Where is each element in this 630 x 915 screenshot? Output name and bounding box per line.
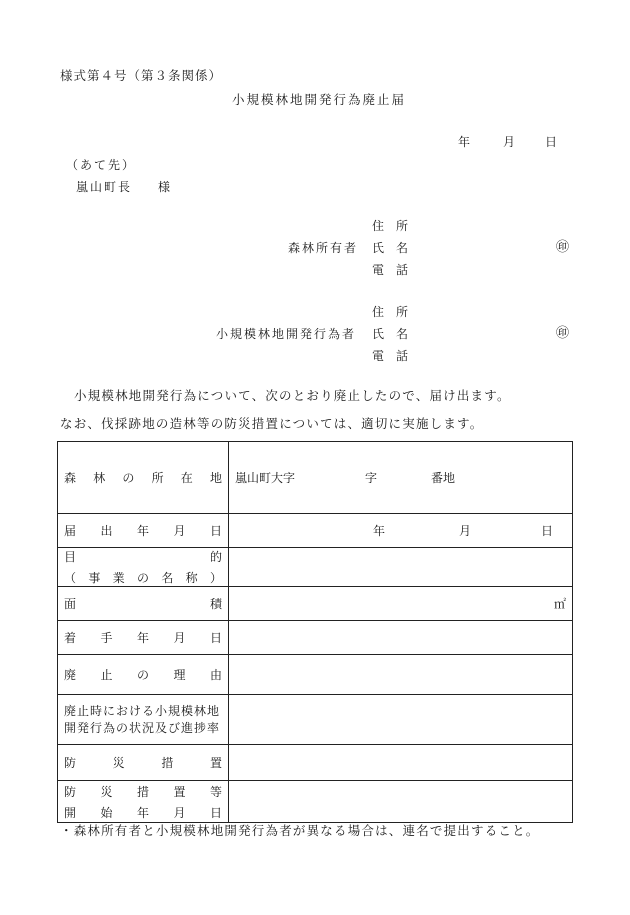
row-status [58,695,573,745]
disaster-measures-field[interactable] [229,745,573,781]
start-date-label [58,621,229,655]
notification-day-label: 日 [541,523,554,538]
label-char: の [136,668,149,682]
label-char: 防 [64,784,77,799]
label-char: ） [209,571,222,585]
label-char: 措 [136,784,149,799]
label-char: 的 [209,550,222,564]
row-measures-start-date [58,781,573,823]
abolition-reason-field[interactable] [229,655,573,695]
label-char: 日 [209,805,222,820]
label-char: 月 [173,805,186,820]
owner-role: 森林所有者 [288,241,359,255]
addressee-honorific: 様 [158,180,171,194]
label-char: 年 [136,631,149,645]
owner-address-label: 住 所 [372,219,409,233]
row-disaster-measures [58,745,573,781]
label-char: 名 [161,571,174,585]
label-char: 面 [64,597,77,611]
notification-year-label: 年 [373,523,386,538]
footnote: ・森林所有者と小規模林地開発行為者が異なる場合は、連名で提出すること。 [60,823,540,838]
developer-seal-icon: ㊞ [556,326,570,341]
developer-address-label: 住 所 [372,305,409,319]
label-char: 廃 [64,668,77,682]
label-char: 災 [100,784,113,799]
label-char: 在 [180,471,193,485]
row-start-date [58,621,573,655]
label-char: 理 [173,668,186,682]
label-char: 日 [209,631,222,645]
disaster-measures-label [58,745,229,781]
row-forest-location [58,442,573,514]
addressee-name: 嵐山町長 [76,180,133,194]
owner-seal-icon: ㊞ [556,240,570,255]
form-table [57,441,573,823]
area-unit: ㎡ [553,597,566,611]
body-line-1: 小規模林地開発行為について、次のとおり廃止したので、届け出ます。 [74,388,511,403]
developer-name-label: 氏 名 [372,327,409,341]
date-day-label: 日 [545,135,558,149]
label-char: 防 [64,756,77,770]
label-char: （ [64,571,77,585]
measures-start-date-field[interactable] [229,781,573,823]
label-char: 措 [161,756,174,770]
label-char: 目 [64,550,77,564]
label-char: 置 [209,756,222,770]
label-char: 月 [173,631,186,645]
label-char: の [136,571,149,585]
forest-location-town: 嵐山町大字 [235,470,296,485]
notification-date-field[interactable] [229,514,573,548]
label-char: 月 [173,524,186,538]
date-year-label: 年 [458,135,471,149]
area-field[interactable] [229,587,573,621]
label-char: 止 [100,668,113,682]
notification-month-label: 月 [459,523,472,538]
addressee-label: （あて先） [66,158,137,172]
purpose-label [58,548,229,587]
label-char: 手 [100,631,113,645]
label-char: 地 [209,471,222,485]
label-char: 由 [209,668,222,682]
row-notification-date [58,514,573,548]
abolition-reason-label [58,655,229,695]
developer-role: 小規模林地開発行為者 [216,327,357,341]
date-month-label: 月 [503,135,516,149]
start-date-field[interactable] [229,621,573,655]
label-char: 称 [185,571,198,585]
status-field[interactable] [229,695,573,745]
measures-start-date-label [58,781,229,823]
label-char: 積 [209,597,222,611]
label-char: 始 [100,805,113,820]
row-abolition-reason [58,655,573,695]
row-area [58,587,573,621]
forest-location-aza: 字 [365,470,378,485]
label-char: の [122,471,135,485]
label-char: 所 [151,471,164,485]
form-number: 様式第４号（第３条関係） [60,68,223,83]
label-char: 日 [209,524,222,538]
label-char: 林 [93,471,106,485]
label-char: 等 [209,784,222,799]
label-char: 出 [100,524,113,538]
owner-name-label: 氏 名 [372,241,409,255]
label-char: 着 [64,631,77,645]
label-char: 業 [112,571,125,585]
label-char: 年 [136,805,149,820]
body-line-2: なお、伐採跡地の造林等の防災措置については、適切に実施します。 [60,416,484,431]
label-char: 事 [88,571,101,585]
label-char: 開 [64,805,77,820]
form-title: 小規模林地開発行為廃止届 [232,92,407,107]
label-char: 年 [136,524,149,538]
label-char: 届 [64,524,77,538]
label-char: 森 [64,471,77,485]
forest-location-field[interactable] [229,442,573,514]
purpose-field[interactable] [229,548,573,587]
label-char: 置 [173,784,186,799]
forest-location-banchi: 番地 [431,470,456,485]
owner-phone-label: 電 話 [372,263,409,277]
row-purpose [58,548,573,587]
label-char: 災 [112,756,125,770]
status-label [58,695,229,745]
developer-phone-label: 電 話 [372,349,409,363]
area-label [58,587,229,621]
forest-location-label [58,442,229,514]
status-label-text: 廃止時における小規模林地開発行為の状況及び進捗率 [64,704,221,735]
notification-date-label [58,514,229,548]
